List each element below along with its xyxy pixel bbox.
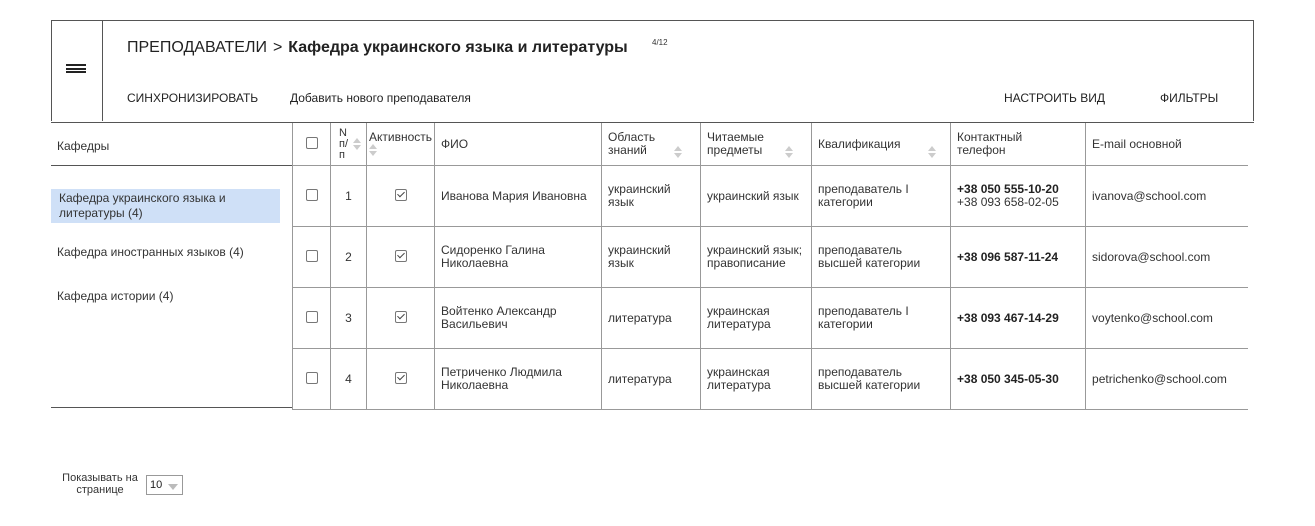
row-email: sidorova@school.com xyxy=(1086,227,1249,288)
row-subjects: украинский язык xyxy=(701,166,812,227)
row-email: voytenko@school.com xyxy=(1086,288,1249,349)
page-count: 4/12 xyxy=(652,38,668,47)
table-header-row xyxy=(293,123,1249,166)
table-row[interactable] xyxy=(293,227,1249,288)
active-checkbox[interactable] xyxy=(395,311,407,323)
row-select-cell xyxy=(293,349,331,410)
column-header-phone-label: Контактный телефон xyxy=(957,130,1023,157)
column-header-subjects-label: Читаемые предметы xyxy=(707,130,764,157)
row-active-cell xyxy=(367,349,435,410)
sync-button[interactable]: СИНХРОНИЗИРОВАТЬ xyxy=(127,91,259,105)
sort-icon xyxy=(928,146,935,159)
column-header-active[interactable] xyxy=(367,123,435,166)
phone-main: +38 096 587-11-24 xyxy=(957,249,1059,264)
row-area: украинский язык xyxy=(602,166,701,227)
row-select-cell xyxy=(293,227,331,288)
department-item-ukrainian[interactable]: Кафедра украинского языка и литературы (4) xyxy=(51,189,280,223)
sort-icon xyxy=(369,144,376,157)
column-header-active-label: Активность xyxy=(369,129,433,144)
per-page-select[interactable] xyxy=(146,475,183,495)
header-frame xyxy=(51,20,1254,121)
row-active-cell xyxy=(367,227,435,288)
row-subjects: украинская литература xyxy=(701,349,812,410)
active-checkbox[interactable] xyxy=(395,189,407,201)
filters-button[interactable]: ФИЛЬТРЫ xyxy=(1160,91,1219,105)
row-checkbox[interactable] xyxy=(306,372,318,384)
breadcrumb-root[interactable]: ПРЕПОДАВАТЕЛИ xyxy=(127,39,267,56)
breadcrumb xyxy=(127,39,628,57)
column-header-num[interactable] xyxy=(331,123,367,166)
active-checkbox[interactable] xyxy=(395,372,407,384)
per-page-label: Показывать на странице xyxy=(62,472,138,496)
hamburger-menu-icon[interactable] xyxy=(66,64,86,73)
phone-main: +38 093 467-14-29 xyxy=(957,310,1059,325)
table-row[interactable] xyxy=(293,288,1249,349)
row-fio: Войтенко Александр Васильевич xyxy=(435,288,602,349)
table-row[interactable] xyxy=(293,349,1249,410)
row-qualification: преподаватель I категории xyxy=(812,166,951,227)
add-teacher-button[interactable]: Добавить нового преподавателя xyxy=(290,91,471,105)
department-item-foreign-languages[interactable]: Кафедра иностранных языков (4) xyxy=(57,245,244,259)
column-header-fio-label: ФИО xyxy=(441,136,469,151)
row-active-cell xyxy=(367,166,435,227)
sort-icon xyxy=(674,146,681,159)
phone-alt: +38 093 658-02-05 xyxy=(957,195,1059,209)
per-page-value: 10 xyxy=(150,479,163,491)
row-phone xyxy=(951,166,1086,227)
row-phone xyxy=(951,349,1086,410)
row-fio: Иванова Мария Ивановна xyxy=(435,166,602,227)
row-num: 3 xyxy=(331,288,367,349)
row-num: 2 xyxy=(331,227,367,288)
column-header-area-label: Область знаний xyxy=(608,130,656,157)
breadcrumb-separator: > xyxy=(272,39,283,56)
column-header-phone[interactable] xyxy=(951,123,1086,166)
column-header-num-label: N п/п xyxy=(339,126,349,161)
row-qualification: преподаватель высшей категории xyxy=(812,227,951,288)
row-qualification: преподаватель высшей категории xyxy=(812,349,951,410)
column-header-email[interactable] xyxy=(1086,123,1249,166)
breadcrumb-current: Кафедра украинского языка и литературы xyxy=(288,39,628,56)
department-item-history[interactable]: Кафедра истории (4) xyxy=(57,289,174,303)
row-fio: Сидоренко Галина Николаевна xyxy=(435,227,602,288)
row-checkbox[interactable] xyxy=(306,189,318,201)
row-qualification: преподаватель I категории xyxy=(812,288,951,349)
column-header-area[interactable] xyxy=(602,123,701,166)
select-all-checkbox[interactable] xyxy=(306,137,318,149)
customize-view-button[interactable]: НАСТРОИТЬ ВИД xyxy=(1004,91,1105,105)
departments-header-divider xyxy=(51,165,292,166)
column-header-email-label: E-mail основной xyxy=(1092,136,1182,151)
row-select-cell xyxy=(293,288,331,349)
row-phone xyxy=(951,227,1086,288)
phone-main: +38 050 345-05-30 xyxy=(957,371,1059,386)
row-active-cell xyxy=(367,288,435,349)
row-subjects: украинский язык; правописание xyxy=(701,227,812,288)
active-checkbox[interactable] xyxy=(395,250,407,262)
row-num: 1 xyxy=(331,166,367,227)
phone-main: +38 050 555-10-20 xyxy=(957,182,1059,196)
row-checkbox[interactable] xyxy=(306,311,318,323)
row-area: литература xyxy=(602,288,701,349)
table-row[interactable] xyxy=(293,166,1249,227)
menu-cell xyxy=(52,21,103,121)
teachers-table xyxy=(292,123,1248,410)
row-email: petrichenko@school.com xyxy=(1086,349,1249,410)
column-header-fio[interactable] xyxy=(435,123,602,166)
column-header-subjects[interactable] xyxy=(701,123,812,166)
row-fio: Петриченко Людмила Николаевна xyxy=(435,349,602,410)
row-area: литература xyxy=(602,349,701,410)
select-all-cell xyxy=(293,123,331,166)
row-checkbox[interactable] xyxy=(306,250,318,262)
column-header-qualification[interactable] xyxy=(812,123,951,166)
sort-icon xyxy=(353,138,360,151)
row-area: украинский язык xyxy=(602,227,701,288)
row-phone xyxy=(951,288,1086,349)
row-subjects: украинская литература xyxy=(701,288,812,349)
row-num: 4 xyxy=(331,349,367,410)
column-header-qualification-label: Квалификация xyxy=(818,136,901,151)
row-email: ivanova@school.com xyxy=(1086,166,1249,227)
departments-bottom-divider xyxy=(51,407,292,408)
row-select-cell xyxy=(293,166,331,227)
sort-icon xyxy=(785,146,792,159)
departments-header: Кафедры xyxy=(57,139,110,153)
chevron-down-icon xyxy=(168,484,178,490)
